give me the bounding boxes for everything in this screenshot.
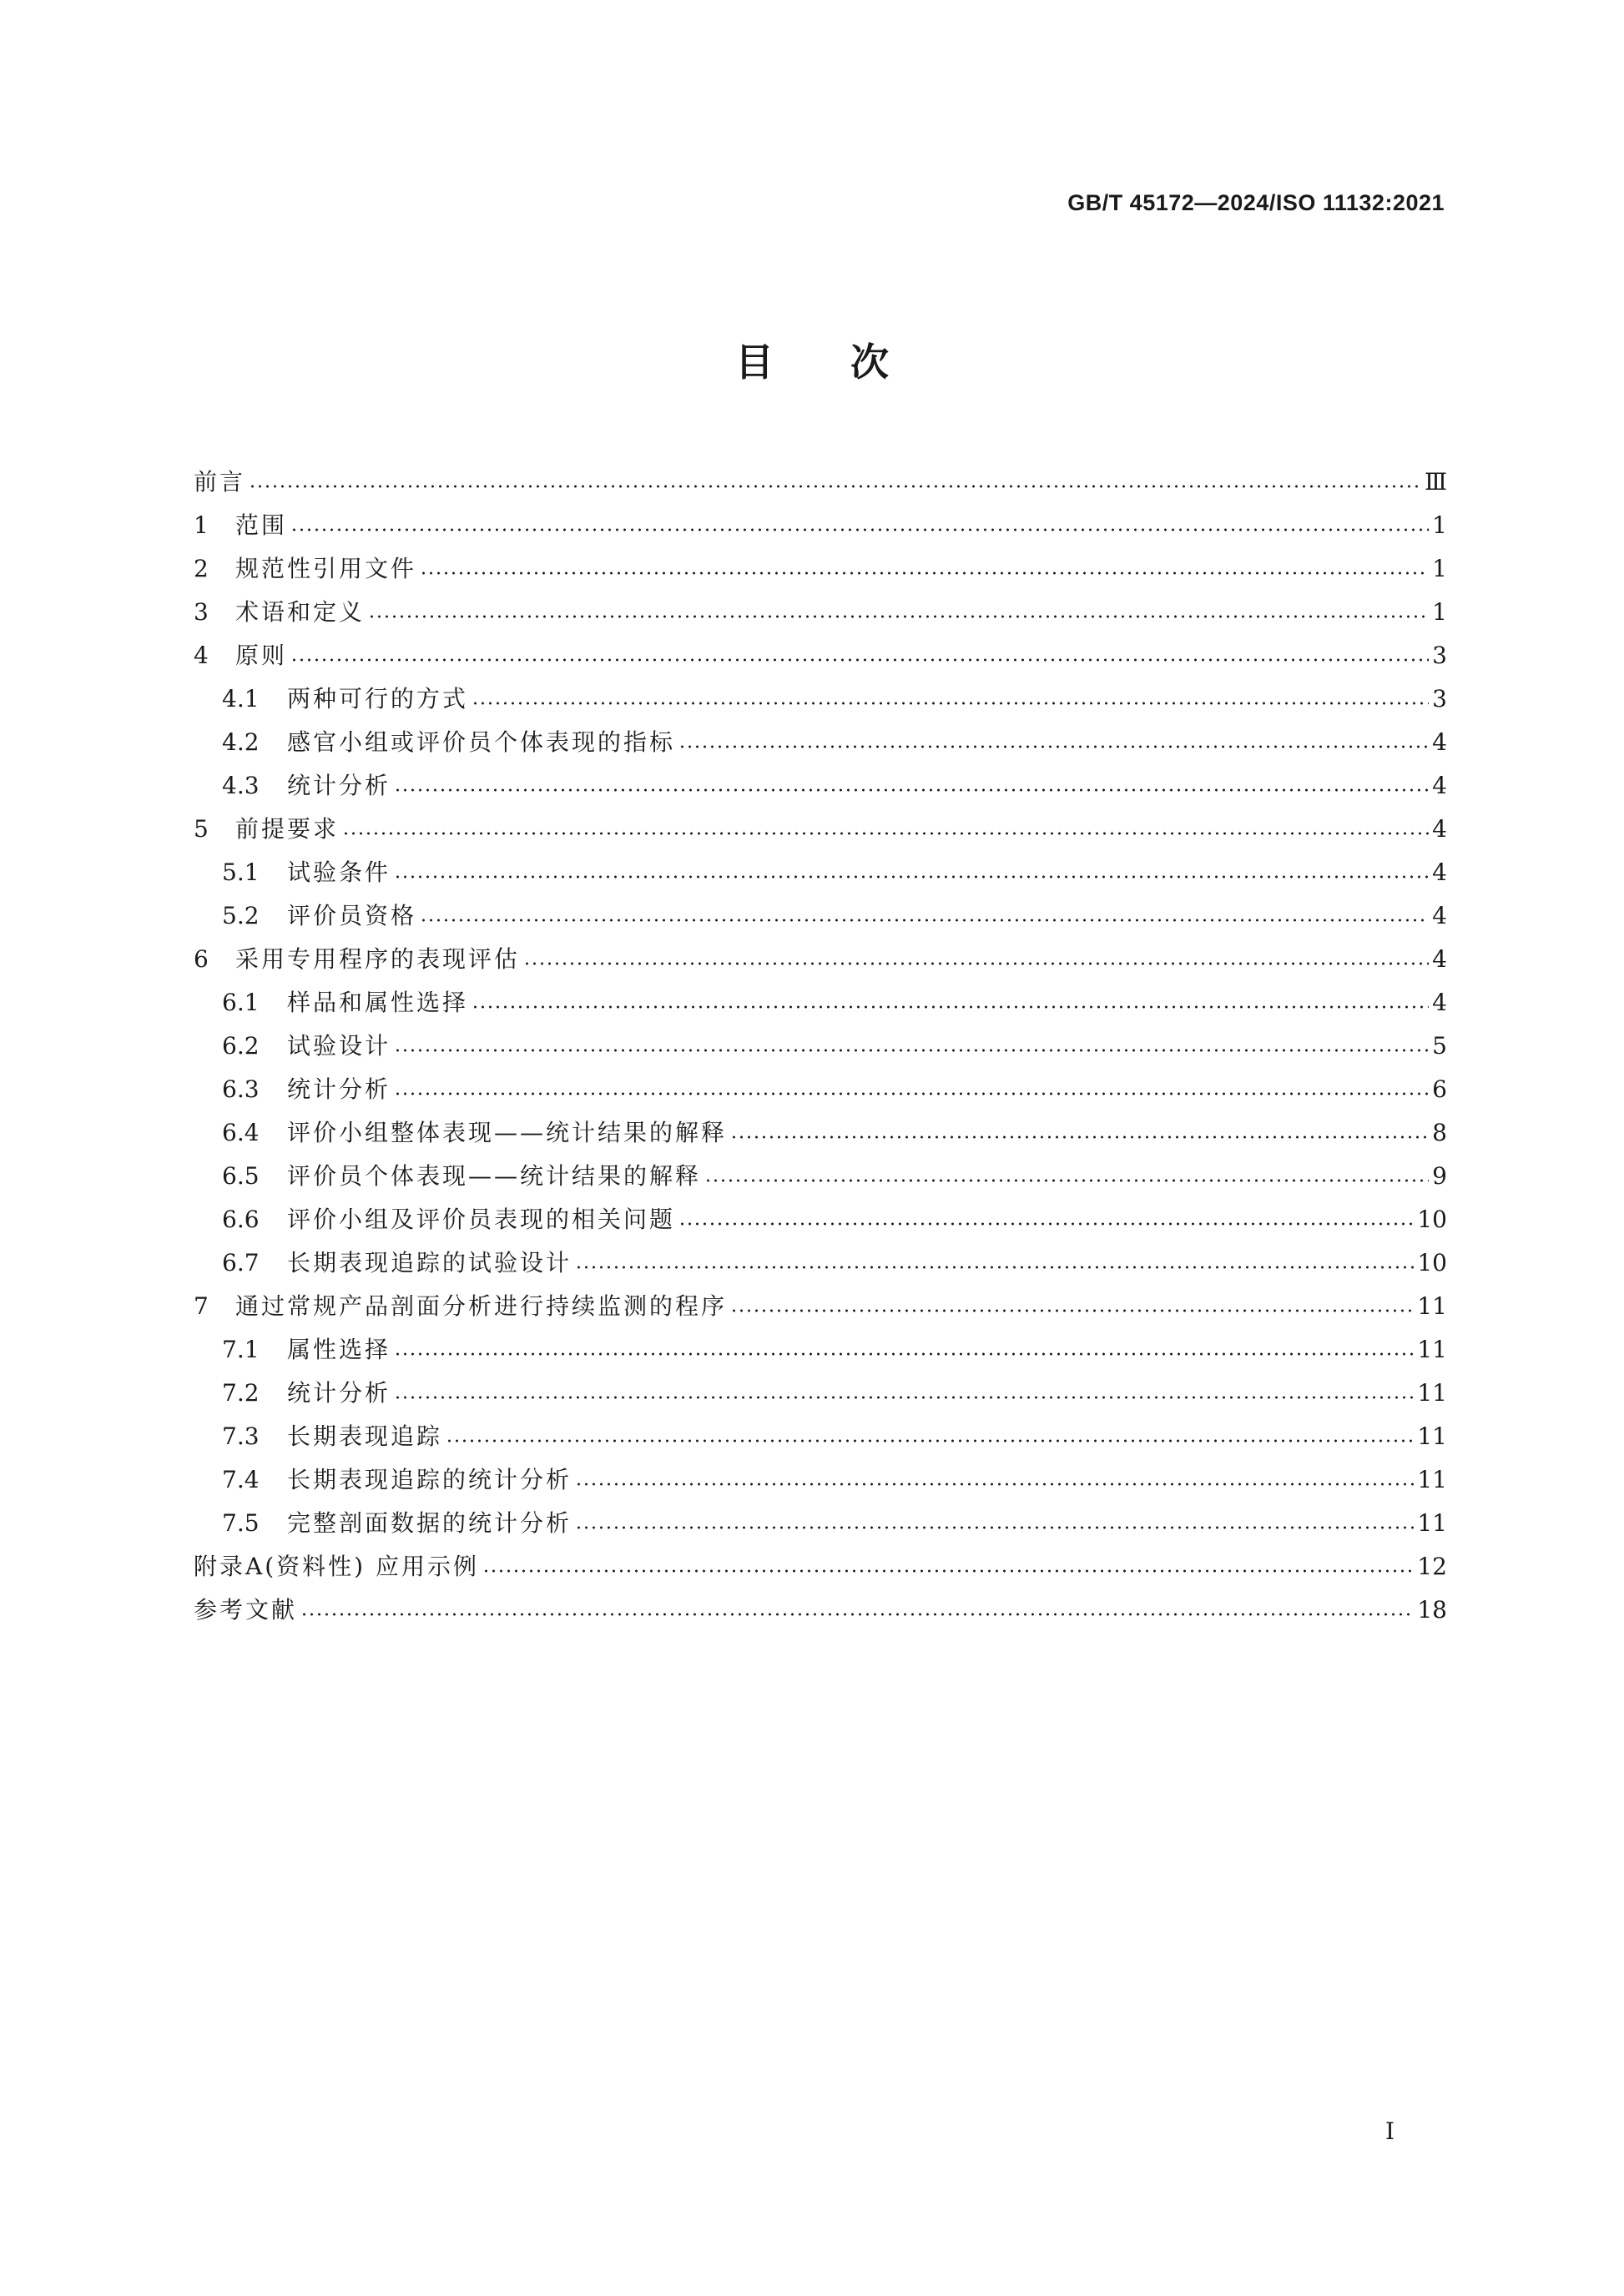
toc-entry[interactable] xyxy=(194,551,1447,594)
toc-entry-page: 4 xyxy=(1432,902,1447,929)
toc-entry[interactable] xyxy=(194,681,1447,724)
toc-entry-page: Ⅲ xyxy=(1424,468,1447,496)
toc-entry-number: 2 xyxy=(194,555,209,582)
toc-entry[interactable] xyxy=(194,1462,1447,1505)
toc-entry-page: 4 xyxy=(1432,989,1447,1016)
toc-entry[interactable] xyxy=(194,724,1447,768)
toc-dot-leader xyxy=(575,1266,1414,1269)
toc-entry[interactable] xyxy=(194,811,1447,854)
toc-dot-leader xyxy=(249,485,1421,488)
toc-entry-page: 11 xyxy=(1417,1336,1447,1363)
toc-entry-title: 范围 xyxy=(235,511,288,539)
toc-entry-number: 7.5 xyxy=(222,1509,260,1537)
toc-entry-page: 6 xyxy=(1432,1075,1447,1103)
toc-entry-title: 前言 xyxy=(194,468,246,496)
toc-entry-page: 12 xyxy=(1417,1553,1447,1580)
toc-entry-number: 6.1 xyxy=(222,989,260,1016)
toc-entry[interactable] xyxy=(194,768,1447,811)
toc-entry[interactable] xyxy=(194,1158,1447,1201)
toc-entry-title: 感官小组或评价员个体表现的指标 xyxy=(287,728,676,756)
toc-entry-title: 原则 xyxy=(235,642,288,669)
toc-entry-number: 1 xyxy=(194,511,209,539)
toc-entry-page: 3 xyxy=(1432,685,1447,712)
toc-entry[interactable] xyxy=(194,1115,1447,1158)
toc-entry[interactable] xyxy=(194,1071,1447,1115)
toc-entry[interactable] xyxy=(194,1418,1447,1462)
toc-entry[interactable] xyxy=(194,1375,1447,1418)
toc-dot-leader xyxy=(368,615,1429,618)
toc-entry-page: 11 xyxy=(1417,1422,1447,1450)
toc-entry[interactable] xyxy=(194,1592,1447,1635)
toc-entry-number: 7.1 xyxy=(222,1336,260,1363)
toc-entry-title: 评价员个体表现——统计结果的解释 xyxy=(287,1162,702,1190)
toc-entry[interactable] xyxy=(194,464,1447,507)
toc-entry[interactable] xyxy=(194,1288,1447,1332)
toc-entry-number: 5 xyxy=(194,815,209,843)
toc-entry-number: 6.2 xyxy=(222,1032,260,1060)
toc-entry[interactable] xyxy=(194,507,1447,551)
toc-entry-number: 6.6 xyxy=(222,1206,260,1233)
toc-entry-number: 7.4 xyxy=(222,1466,260,1493)
toc-entry-title: 长期表现追踪的统计分析 xyxy=(287,1466,572,1493)
toc-dot-leader xyxy=(290,528,1429,531)
toc-dot-leader xyxy=(394,1352,1414,1356)
toc-entry-number: 7 xyxy=(194,1292,209,1320)
toc-dot-leader xyxy=(678,1222,1414,1226)
toc-entry-page: 4 xyxy=(1432,858,1447,886)
toc-entry-number: 4.3 xyxy=(222,772,260,799)
toc-dot-leader xyxy=(575,1526,1414,1529)
toc-dot-leader xyxy=(394,1049,1429,1052)
toc-entry-number: 5.1 xyxy=(222,858,260,886)
table-of-contents xyxy=(194,464,1447,1635)
toc-entry-page: 9 xyxy=(1432,1162,1447,1190)
toc-entry-title: 前提要求 xyxy=(235,815,340,843)
toc-entry-number: 4 xyxy=(194,642,209,669)
toc-entry-title: 样品和属性选择 xyxy=(287,989,469,1016)
toc-entry-title: 属性选择 xyxy=(287,1336,391,1363)
toc-entry-page: 4 xyxy=(1432,772,1447,799)
toc-entry-page: 18 xyxy=(1417,1596,1447,1624)
toc-entry-page: 10 xyxy=(1417,1206,1447,1233)
toc-entry-number: 6.4 xyxy=(222,1119,260,1146)
toc-entry-title: 评价小组整体表现——统计结果的解释 xyxy=(287,1119,728,1146)
toc-entry[interactable] xyxy=(194,594,1447,637)
toc-entry-page: 11 xyxy=(1417,1379,1447,1407)
toc-dot-leader xyxy=(678,745,1429,748)
toc-entry-page: 8 xyxy=(1432,1119,1447,1146)
toc-dot-leader xyxy=(290,658,1429,662)
toc-entry[interactable] xyxy=(194,941,1447,984)
toc-entry-page: 4 xyxy=(1432,728,1447,756)
toc-entry-page: 1 xyxy=(1432,511,1447,539)
toc-entry-title: 完整剖面数据的统计分析 xyxy=(287,1509,572,1537)
toc-entry-page: 11 xyxy=(1417,1292,1447,1320)
toc-entry-title: 试验设计 xyxy=(287,1032,391,1060)
toc-entry-page: 5 xyxy=(1432,1032,1447,1060)
toc-entry-number: 6.3 xyxy=(222,1075,260,1103)
toc-dot-leader xyxy=(704,1179,1429,1182)
toc-entry-page: 10 xyxy=(1417,1249,1447,1276)
toc-entry-title: 统计分析 xyxy=(287,1379,391,1407)
toc-dot-leader xyxy=(394,1092,1429,1095)
toc-entry[interactable] xyxy=(194,1505,1447,1548)
toc-entry-number: 6.7 xyxy=(222,1249,260,1276)
toc-entry-number: 3 xyxy=(194,598,209,626)
toc-entry-page: 1 xyxy=(1432,598,1447,626)
toc-dot-leader xyxy=(730,1309,1414,1312)
toc-entry-title: 统计分析 xyxy=(287,1075,391,1103)
toc-dot-leader xyxy=(342,832,1429,835)
toc-entry[interactable] xyxy=(194,637,1447,681)
toc-dot-leader xyxy=(575,1483,1414,1486)
toc-entry[interactable] xyxy=(194,984,1447,1028)
toc-entry-title: 统计分析 xyxy=(287,772,391,799)
toc-entry[interactable] xyxy=(194,1548,1447,1592)
toc-dot-leader xyxy=(420,571,1429,575)
toc-entry-page: 4 xyxy=(1432,815,1447,843)
toc-entry[interactable] xyxy=(194,1332,1447,1375)
toc-entry-number: 7.3 xyxy=(222,1422,260,1450)
toc-dot-leader xyxy=(420,919,1429,922)
toc-entry-page: 3 xyxy=(1432,642,1447,669)
toc-dot-leader xyxy=(446,1439,1414,1443)
toc-entry-title: 附录A(资料性) 应用示例 xyxy=(194,1553,479,1580)
toc-entry-page: 11 xyxy=(1417,1509,1447,1537)
toc-entry-title: 两种可行的方式 xyxy=(287,685,469,712)
toc-dot-leader xyxy=(472,702,1429,705)
document-code: GB/T 45172—2024/ISO 11132:2021 xyxy=(1067,190,1445,215)
toc-entry-title: 长期表现追踪的试验设计 xyxy=(287,1249,572,1276)
toc-entry-title: 采用专用程序的表现评估 xyxy=(235,945,521,973)
toc-entry-title: 评价小组及评价员表现的相关问题 xyxy=(287,1206,676,1233)
page-number: Ⅰ xyxy=(1385,2117,1395,2145)
toc-dot-leader xyxy=(482,1569,1414,1573)
toc-entry-page: 1 xyxy=(1432,555,1447,582)
toc-entry-page: 11 xyxy=(1417,1466,1447,1493)
toc-entry[interactable] xyxy=(194,898,1447,941)
toc-entry-number: 6.5 xyxy=(222,1162,260,1190)
toc-dot-leader xyxy=(394,875,1429,879)
toc-dot-leader xyxy=(394,1396,1414,1399)
toc-entry-page: 4 xyxy=(1432,945,1447,973)
toc-entry-title: 规范性引用文件 xyxy=(235,555,417,582)
toc-entry-title: 试验条件 xyxy=(287,858,391,886)
toc-entry-title: 评价员资格 xyxy=(287,902,417,929)
toc-entry-title: 参考文献 xyxy=(194,1596,298,1624)
toc-entry[interactable] xyxy=(194,1245,1447,1288)
toc-entry-title: 通过常规产品剖面分析进行持续监测的程序 xyxy=(235,1292,728,1320)
toc-dot-leader xyxy=(523,962,1429,965)
page-title: 目次 xyxy=(735,340,966,385)
toc-dot-leader xyxy=(472,1005,1429,1009)
toc-entry[interactable] xyxy=(194,1028,1447,1071)
toc-dot-leader xyxy=(730,1135,1429,1139)
toc-entry-number: 7.2 xyxy=(222,1379,260,1407)
toc-entry-title: 长期表现追踪 xyxy=(287,1422,443,1450)
toc-entry[interactable] xyxy=(194,1201,1447,1245)
toc-entry-title: 术语和定义 xyxy=(235,598,366,626)
toc-dot-leader xyxy=(300,1613,1414,1616)
toc-dot-leader xyxy=(394,788,1429,792)
toc-entry[interactable] xyxy=(194,854,1447,898)
toc-entry-number: 4.1 xyxy=(222,685,260,712)
toc-entry-number: 6 xyxy=(194,945,209,973)
toc-entry-number: 4.2 xyxy=(222,728,260,756)
toc-entry-number: 5.2 xyxy=(222,902,260,929)
